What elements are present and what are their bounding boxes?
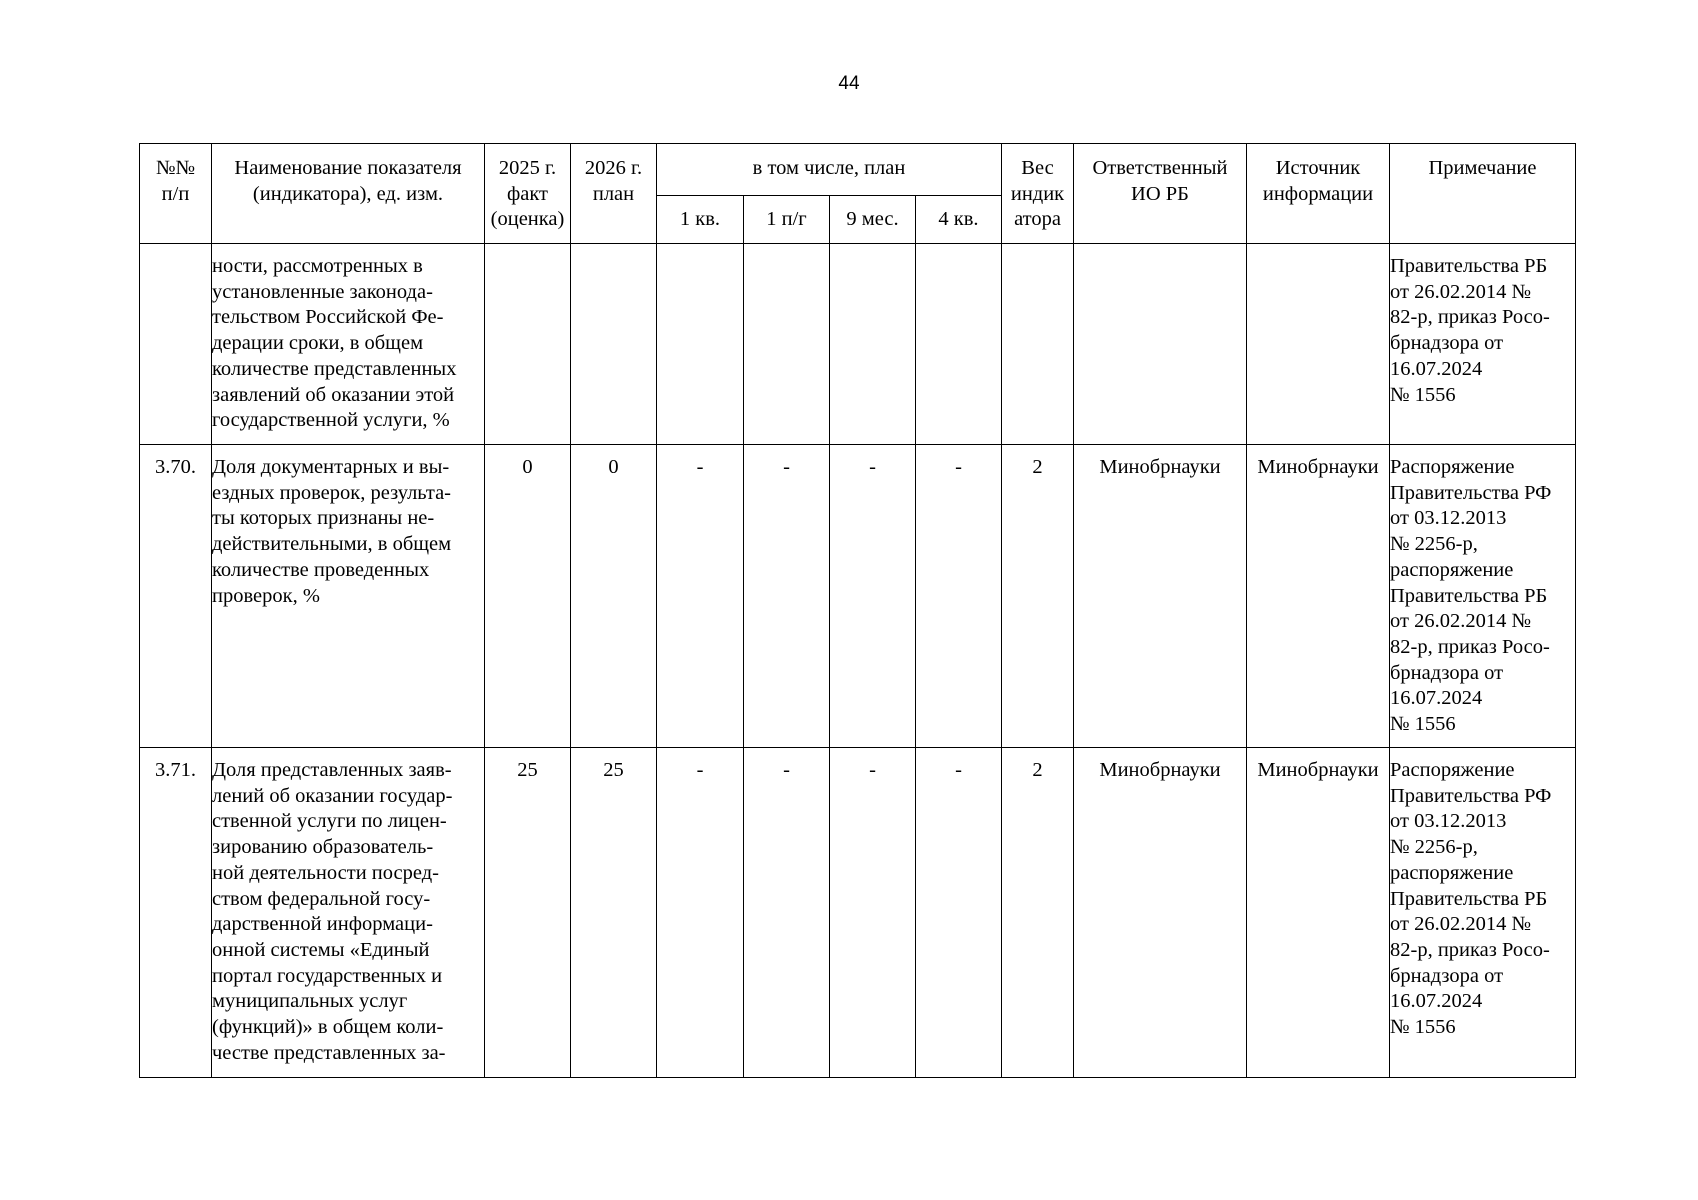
cell-note: Распоряжение Правительства РФ от 03.12.2013 № 2256-р, распоряжение Правительства РБ от 26.02.2014 № 82-р, приказ Росо- брнадзора от 16.07.2024 № 1556: [1390, 748, 1576, 1078]
cell-weight: 2: [1002, 445, 1074, 748]
cell-9m: -: [830, 445, 916, 748]
cell-source: Минобрнауки: [1247, 445, 1390, 748]
cell-q1: -: [657, 748, 744, 1078]
cell-h1: -: [744, 445, 830, 748]
header-source: Источник информации: [1247, 144, 1390, 244]
cell-responsible: Минобрнауки: [1074, 748, 1247, 1078]
cell-q1: -: [657, 445, 744, 748]
cell-q4: -: [916, 445, 1002, 748]
header-including-plan: в том числе, план: [657, 144, 1002, 196]
cell-h1: -: [744, 748, 830, 1078]
header-q4: 4 кв.: [916, 196, 1002, 244]
cell-indicator-name: ности, рассмотренных в установленные законода- тельством Российской Фе- дерации сроки, в общем количестве представленных заявлений об оказании этой государственной услуги, %: [212, 244, 485, 445]
cell-num: [140, 244, 212, 445]
cell-responsible: [1074, 244, 1247, 445]
header-q1: 1 кв.: [657, 196, 744, 244]
header-h1: 1 п/г: [744, 196, 830, 244]
cell-num: 3.70.: [140, 445, 212, 748]
cell-9m: [830, 244, 916, 445]
table-body: [140, 244, 1576, 1078]
table-row: [140, 748, 1576, 1078]
header-2026-plan: 2026 г. план: [571, 144, 657, 244]
cell-responsible: Минобрнауки: [1074, 445, 1247, 748]
cell-indicator-name: Доля документарных и вы- ездных проверок, результа- ты которых признаны не- действительными, в общем количестве проведенных проверок, %: [212, 445, 485, 748]
cell-2026: [571, 244, 657, 445]
cell-h1: [744, 244, 830, 445]
cell-2026: 25: [571, 748, 657, 1078]
cell-num: 3.71.: [140, 748, 212, 1078]
indicators-table: [139, 143, 1576, 1078]
cell-indicator-name: Доля представленных заяв- лений об оказании государ- ственной услуги по лицен- зированию образователь- ной деятельности посред- ством федеральной госу- дарственной информаци- онной системы «Единый портал государственных и муниципальных услуг (функций)» в общем коли- честве представленных за-: [212, 748, 485, 1078]
page-number: 44: [838, 73, 860, 94]
cell-q1: [657, 244, 744, 445]
cell-2026: 0: [571, 445, 657, 748]
header-responsible: Ответственный ИО РБ: [1074, 144, 1247, 244]
header-note: Примечание: [1390, 144, 1576, 244]
cell-weight: 2: [1002, 748, 1074, 1078]
cell-source: Минобрнауки: [1247, 748, 1390, 1078]
cell-2025: 25: [485, 748, 571, 1078]
table-header: [140, 144, 1576, 244]
header-9m: 9 мес.: [830, 196, 916, 244]
cell-weight: [1002, 244, 1074, 445]
cell-note: Правительства РБ от 26.02.2014 № 82-р, приказ Росо- брнадзора от 16.07.2024 № 1556: [1390, 244, 1576, 445]
header-num: №№ п/п: [140, 144, 212, 244]
cell-2025: [485, 244, 571, 445]
cell-q4: [916, 244, 1002, 445]
cell-9m: -: [830, 748, 916, 1078]
table-row: [140, 244, 1576, 445]
header-2025-fact: 2025 г. факт (оценка): [485, 144, 571, 244]
cell-note: Распоряжение Правительства РФ от 03.12.2013 № 2256-р, распоряжение Правительства РБ от 26.02.2014 № 82-р, приказ Росо- брнадзора от 16.07.2024 № 1556: [1390, 445, 1576, 748]
cell-q4: -: [916, 748, 1002, 1078]
cell-source: [1247, 244, 1390, 445]
header-weight: Вес индик атора: [1002, 144, 1074, 244]
cell-2025: 0: [485, 445, 571, 748]
header-indicator-name: Наименование показателя (индикатора), ед. изм.: [212, 144, 485, 244]
table-row: [140, 445, 1576, 748]
